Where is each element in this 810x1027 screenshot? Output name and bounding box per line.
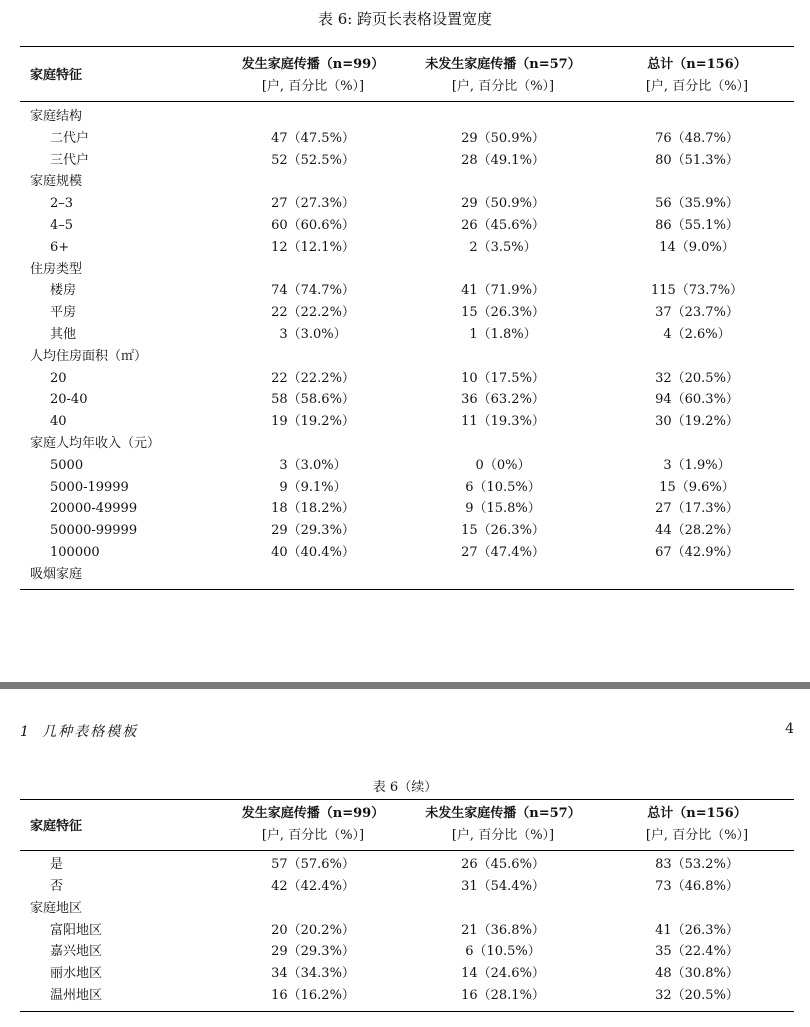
column-header-no-transmission — [408, 803, 598, 847]
row-label: 丽水地区 — [50, 966, 103, 982]
row-label: 5000 — [50, 457, 84, 473]
table-cell: 67（42.9%） — [655, 545, 739, 560]
header-rule — [20, 850, 794, 851]
table-row — [0, 854, 810, 876]
table-cell: 22（22.2%） — [271, 305, 355, 321]
group-label: 吸烟家庭 — [30, 566, 83, 582]
row-label: 50000-99999 — [50, 523, 138, 539]
group-label: 家庭规模 — [30, 174, 83, 190]
column-header-transmission — [218, 803, 408, 847]
column-header-no-transmission — [408, 54, 598, 98]
column-title: 发生家庭传播（n=99） — [241, 806, 385, 821]
table-cell: 34（34.3%） — [271, 966, 355, 982]
column-unit: [户, 百分比（%）] — [451, 828, 555, 843]
table-row — [0, 898, 810, 920]
table-cell: 29（50.9%） — [461, 130, 545, 146]
table-cell: 115（73.7%） — [650, 283, 744, 299]
table-cell: 15（9.6%） — [659, 479, 735, 495]
table-cell: 73（46.8%） — [655, 878, 739, 894]
column-title: 未发生家庭传播（n=57） — [425, 57, 581, 72]
column-title: 未发生家庭传播（n=57） — [425, 806, 581, 821]
table-row — [0, 128, 810, 150]
row-label: 6+ — [50, 239, 70, 255]
row-label: 嘉兴地区 — [50, 944, 103, 960]
table-row — [0, 346, 810, 368]
top-rule — [20, 46, 794, 47]
table-row — [0, 477, 810, 499]
top-rule — [20, 799, 794, 800]
table-row — [0, 564, 810, 586]
table-row — [0, 150, 810, 172]
column-title: 总计（n=156） — [647, 806, 747, 821]
table-cell: 27（17.3%） — [655, 501, 739, 517]
column-title: 发生家庭传播（n=99） — [241, 57, 385, 72]
table-cell: 94（60.3%） — [655, 392, 739, 408]
table-cell: 83（53.2%） — [655, 857, 739, 872]
table-cell: 30（19.2%） — [655, 414, 739, 430]
table-cell: 4（2.6%） — [663, 327, 731, 342]
table-cell: 9（15.8%） — [465, 501, 541, 517]
table-cell: 28（49.1%） — [461, 152, 545, 168]
group-label: 家庭地区 — [30, 900, 83, 916]
table-cell: 80（51.3%） — [655, 152, 739, 168]
table-cell: 26（45.6%） — [461, 218, 545, 233]
row-label: 5000-19999 — [50, 479, 129, 495]
column-header-characteristic: 家庭特征 — [30, 819, 83, 834]
column-header-total — [602, 54, 792, 98]
table-cell: 6（10.5%） — [465, 479, 541, 495]
table-cell: 57（57.6%） — [271, 857, 355, 872]
table-row — [0, 389, 810, 411]
table-row — [0, 920, 810, 942]
row-label: 100000 — [50, 545, 100, 560]
bottom-rule — [20, 589, 794, 590]
running-header-chapter — [20, 721, 138, 741]
column-header-transmission — [218, 54, 408, 98]
table-cell: 3（3.0%） — [279, 457, 347, 473]
table-row — [0, 324, 810, 346]
table-cell: 12（12.1%） — [271, 239, 355, 255]
row-label: 20 — [50, 370, 67, 386]
table-row — [0, 215, 810, 237]
table-row — [0, 498, 810, 520]
row-label: 否 — [50, 878, 64, 894]
table-row — [0, 963, 810, 985]
table-row — [0, 411, 810, 433]
table-cell: 40（40.4%） — [271, 545, 355, 560]
column-unit: [户, 百分比（%）] — [261, 828, 365, 843]
table-cell: 26（45.6%） — [461, 857, 545, 872]
table-cell: 56（35.9%） — [655, 196, 739, 212]
row-label: 平房 — [50, 305, 77, 321]
table-row — [0, 368, 810, 390]
table-row — [0, 542, 810, 564]
column-unit: [户, 百分比（%）] — [645, 828, 749, 843]
table-cell: 21（36.8%） — [461, 922, 545, 938]
table-cell: 2（3.5%） — [469, 239, 537, 255]
table-row — [0, 455, 810, 477]
table-cell: 14（9.0%） — [659, 239, 735, 255]
table-cell: 37（23.7%） — [655, 305, 739, 321]
table-cell: 32（20.5%） — [655, 370, 739, 386]
table-cell: 27（47.4%） — [461, 545, 545, 560]
table-cell: 41（71.9%） — [461, 283, 545, 299]
table-cell: 0（0%） — [475, 457, 531, 473]
row-label: 20-40 — [50, 392, 88, 408]
row-label: 40 — [50, 414, 67, 430]
table-cell: 22（22.2%） — [271, 370, 355, 386]
table-cell: 3（1.9%） — [663, 457, 731, 473]
header-rule — [20, 101, 794, 102]
table-cell: 41（26.3%） — [655, 922, 739, 938]
table-cell: 3（3.0%） — [279, 327, 347, 342]
table-row — [0, 876, 810, 898]
table-cell: 16（16.2%） — [271, 988, 355, 1004]
table-cell: 6（10.5%） — [465, 944, 541, 960]
row-label: 其他 — [50, 327, 77, 342]
column-unit: [户, 百分比（%）] — [261, 79, 365, 94]
row-label: 4–5 — [50, 218, 74, 233]
chapter-number: 1 — [20, 724, 29, 740]
table-cell: 10（17.5%） — [461, 370, 545, 386]
table-row — [0, 280, 810, 302]
group-label: 住房类型 — [30, 261, 83, 277]
table-cell: 1（1.8%） — [469, 327, 537, 342]
table-cell: 60（60.6%） — [271, 218, 355, 233]
group-label: 家庭人均年收入（元） — [30, 436, 161, 451]
table-cell: 15（26.3%） — [461, 305, 545, 321]
table-cell: 52（52.5%） — [271, 152, 355, 168]
row-label: 富阳地区 — [50, 922, 103, 938]
column-title: 总计（n=156） — [647, 57, 747, 72]
table-cell: 16（28.1%） — [461, 988, 545, 1004]
table-caption-continued: 表 6（续） — [372, 780, 438, 795]
table-caption: 表 6: 跨页长表格设置宽度 — [317, 10, 493, 28]
table-cell: 35（22.4%） — [655, 944, 739, 960]
table-cell: 44（28.2%） — [655, 523, 739, 539]
table-cell: 47（47.5%） — [271, 130, 355, 146]
row-label: 20000-49999 — [50, 501, 138, 517]
group-label: 人均住房面积（㎡） — [30, 348, 148, 364]
column-unit: [户, 百分比（%）] — [645, 79, 749, 94]
row-label: 温州地区 — [50, 988, 103, 1004]
column-header-characteristic: 家庭特征 — [30, 68, 83, 83]
table-cell: 36（63.2%） — [461, 392, 545, 408]
table-cell: 14（24.6%） — [461, 966, 545, 982]
table-row — [0, 520, 810, 542]
table-cell: 76（48.7%） — [655, 130, 739, 146]
table-row — [0, 259, 810, 281]
row-label: 二代户 — [50, 130, 90, 146]
table-cell: 18（18.2%） — [271, 501, 355, 517]
table-row — [0, 302, 810, 324]
column-header-total — [602, 803, 792, 847]
page-break — [0, 682, 810, 689]
column-unit: [户, 百分比（%）] — [451, 79, 555, 94]
row-label: 2–3 — [50, 196, 74, 212]
table-row — [0, 193, 810, 215]
table-row — [0, 237, 810, 259]
table-cell: 27（27.3%） — [271, 196, 355, 212]
table-cell: 32（20.5%） — [655, 988, 739, 1004]
table-cell: 31（54.4%） — [461, 878, 545, 894]
table-cell: 29（50.9%） — [461, 196, 545, 212]
table-cell: 19（19.2%） — [271, 414, 355, 430]
table-cell: 58（58.6%） — [271, 392, 355, 408]
page-number: 4 — [785, 721, 794, 737]
table-cell: 11（19.3%） — [461, 414, 545, 430]
table-cell: 20（20.2%） — [271, 922, 355, 938]
table-cell: 29（29.3%） — [271, 944, 355, 960]
row-label: 楼房 — [50, 283, 77, 299]
table-cell: 15（26.3%） — [461, 523, 545, 539]
table-row — [0, 106, 810, 128]
bottom-rule — [20, 1011, 794, 1012]
chapter-title: 几种表格模板 — [42, 724, 139, 740]
table-cell: 42（42.4%） — [271, 878, 355, 894]
table-cell: 48（30.8%） — [655, 966, 739, 982]
table-cell: 86（55.1%） — [655, 218, 739, 233]
table-cell: 9（9.1%） — [279, 479, 347, 495]
table-row — [0, 171, 810, 193]
table-row — [0, 941, 810, 963]
group-label: 家庭结构 — [30, 109, 83, 124]
table-cell: 74（74.7%） — [271, 283, 355, 299]
row-label: 三代户 — [50, 152, 90, 168]
table-cell: 29（29.3%） — [271, 523, 355, 539]
table-row — [0, 985, 810, 1007]
row-label: 是 — [50, 857, 64, 872]
table-row — [0, 433, 810, 455]
